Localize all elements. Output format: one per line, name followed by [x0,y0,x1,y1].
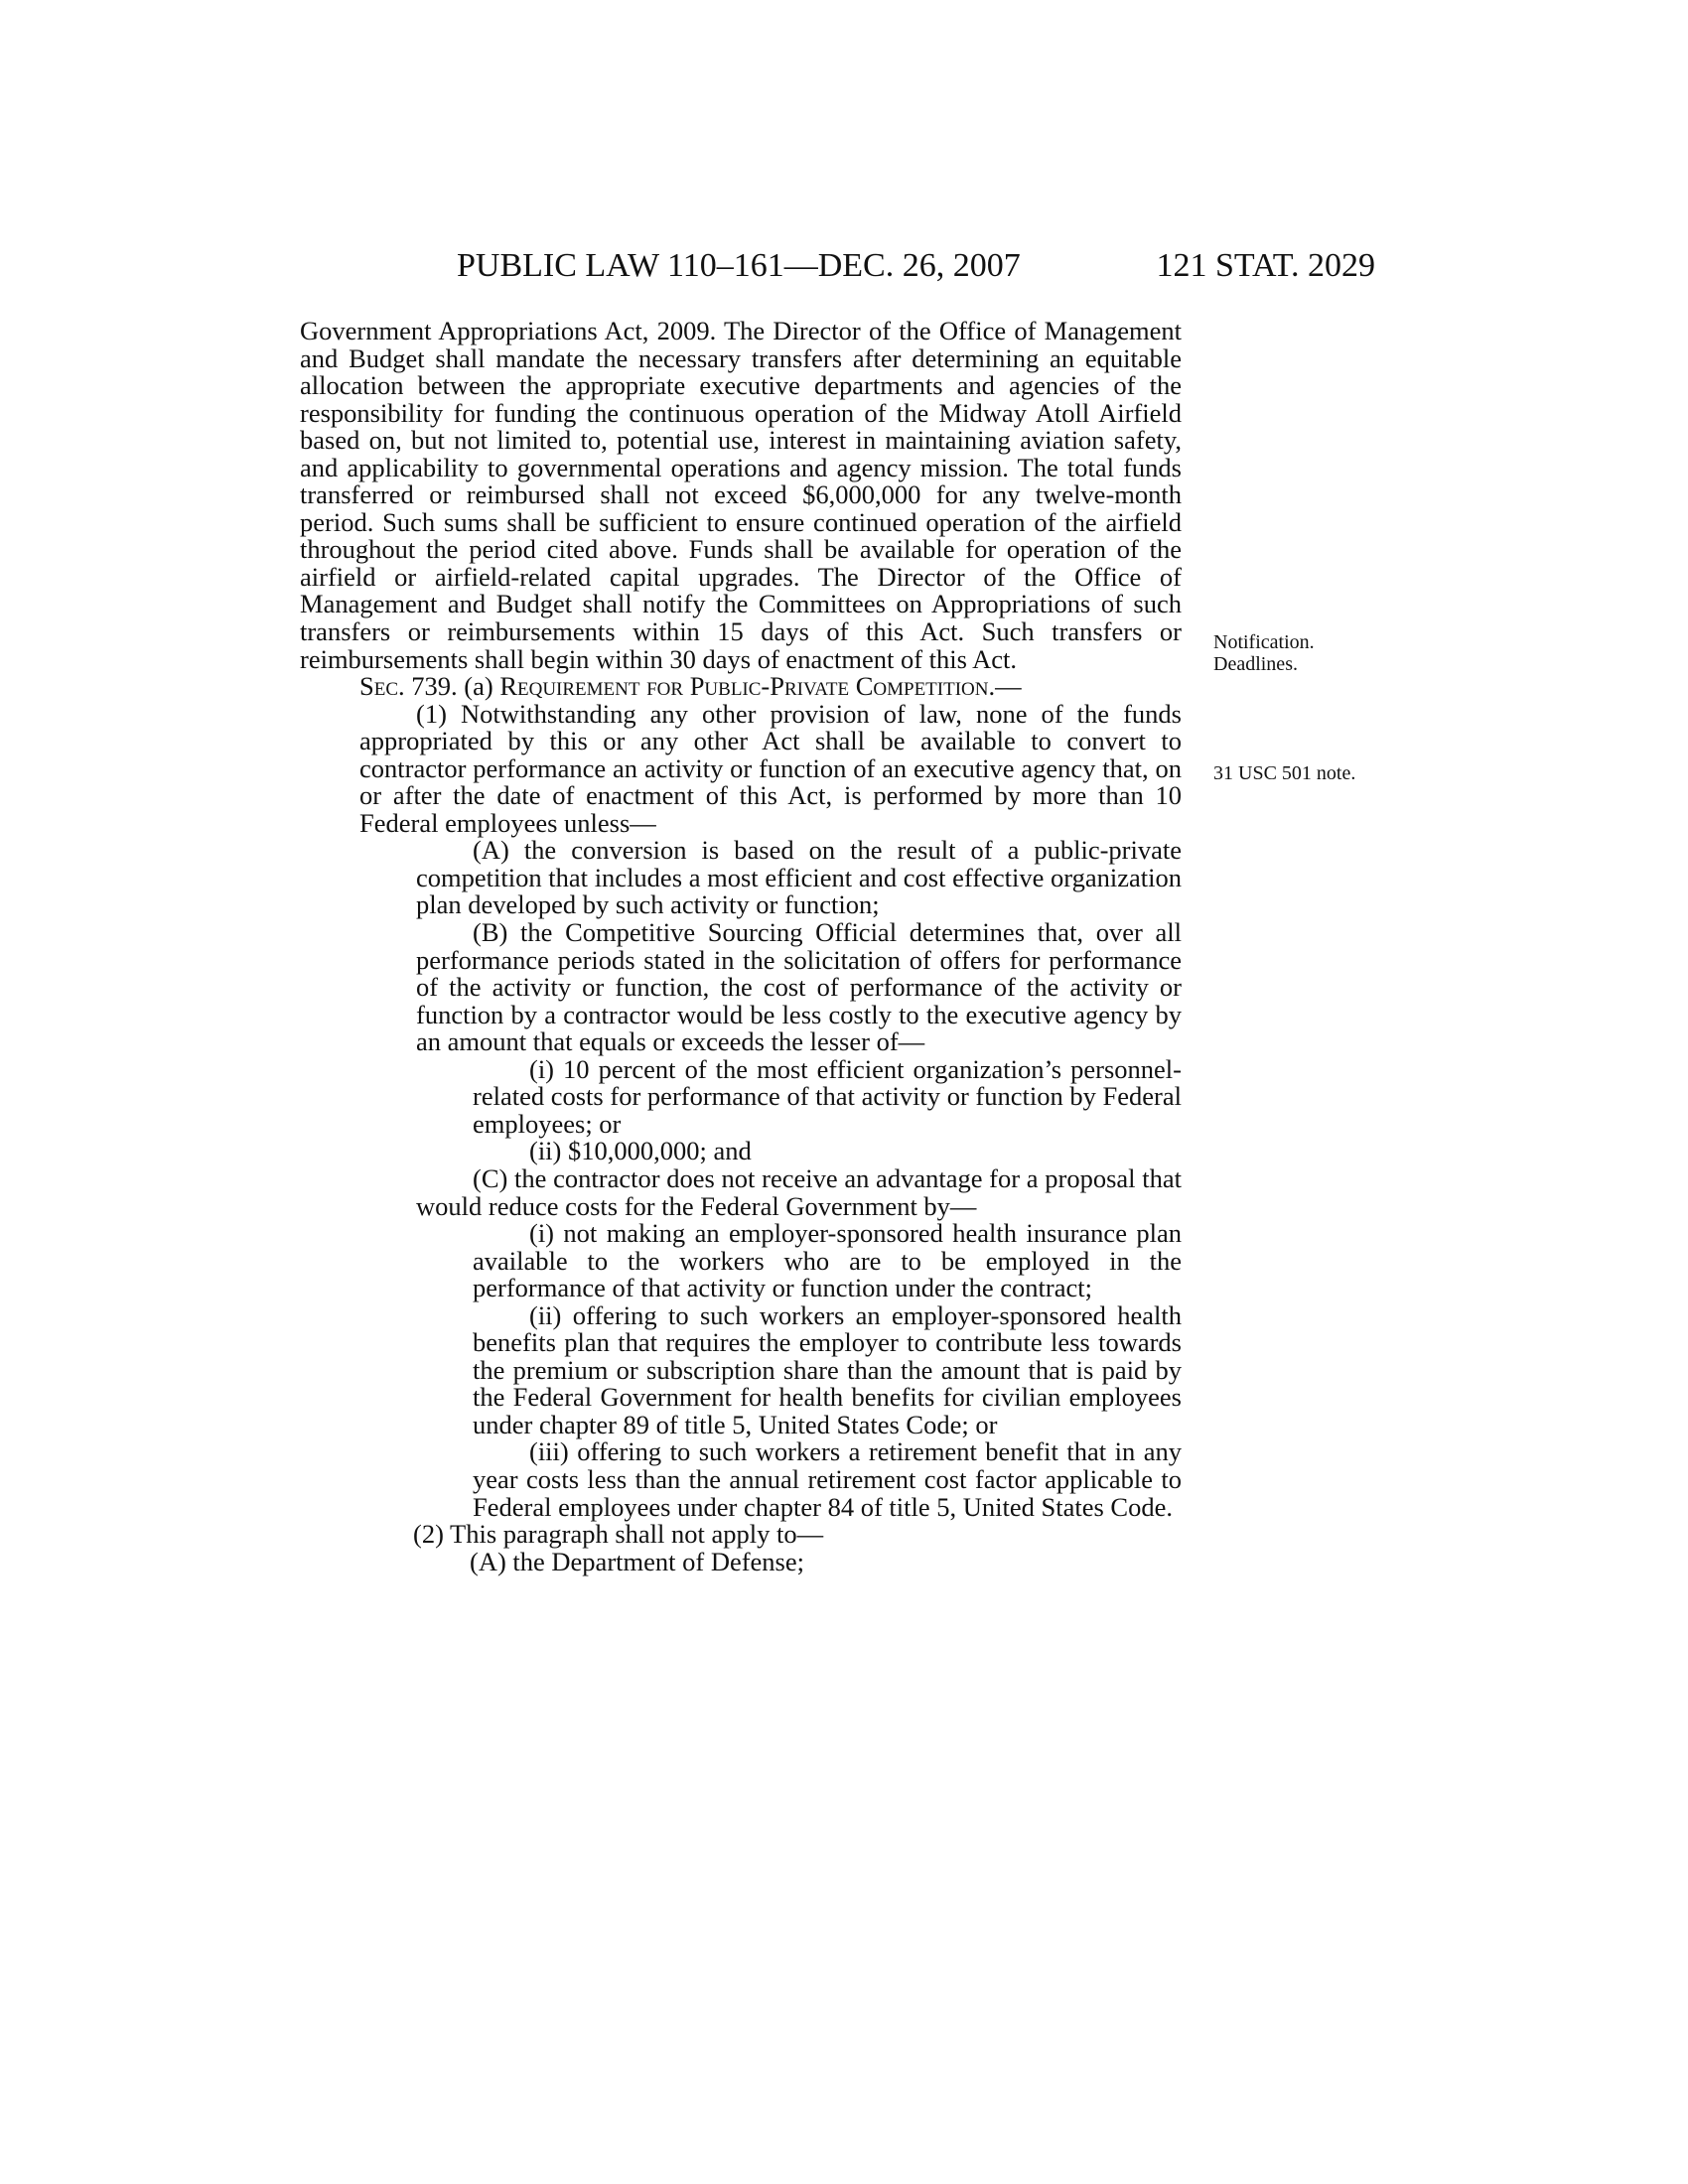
paragraph-1: (1) Notwithstanding any other provision of law, none of the funds appropriated by this or any other Act shall be available to convert to contractor performance an activity or function of an executive agency that, on or after the date of enactment of this Act, is performed by more than 10 Federal employees unless— [359,698,1182,838]
clause-b-i-block [300,1053,1182,1166]
page-number: 121 STAT. 2029 [1156,247,1375,284]
clause-b-i: (i) 10 percent of the most efficient organization’s personnel-related costs for performance of that activity or function by Federal employees; or [473,1053,1182,1139]
heading-dash: .— [988,671,1022,702]
paragraph-2: (2) This paragraph shall not apply to— [413,1519,824,1550]
statute-body [300,318,1182,1575]
margin-note-notification-text: Notification. [1213,631,1315,653]
clauses-c-block [300,1220,1182,1521]
section-number: 739. (a) [404,671,500,702]
subparagraph-b: (B) the Competitive Sourcing Official determines that, over all performance periods stated in the solicitation of offers for performance of the activity or function, the cost of performance of the activity or function by a contractor would be less costly to the executive agency by an amount that equals or exceeds the lesser of— [416,917,1182,1057]
page-header [0,246,1688,286]
margin-note-usc: 31 USC 501 note. [1213,762,1356,784]
clause-c-ii: (ii) offering to such workers an employer-sponsored health benefits plan that requires the employer to contribute less towards the premium or subscription share than the amount that is paid by the Federal Government for health benefits for civilian employees under chapter 89 of title 5, United States Code; or [473,1299,1182,1439]
subparagraph-b-block [300,919,1182,1056]
paragraph-2-a: (A) the Department of Defense; [470,1546,804,1576]
clause-b-ii: (ii) $10,000,000; and [529,1136,752,1166]
subparagraph-a: (A) the conversion is based on the result of a public-private competition that includes a most efficient and cost effective organization plan developed by such activity or function; [416,835,1182,920]
section-label: Sec. [359,671,405,702]
section-739-heading [300,673,1182,701]
paragraph-1-block [300,698,1182,838]
continued-paragraph: Government Appropriations Act, 2009. The Director of the Office of Management and Budget shall mandate the necessary transfers after determining an equitable allocation between the appropriate executive departments and agencies of the responsibility for funding the continuous operation of the Midway Atoll Airfield based on, but not limited to, potential use, interest in maintaining aviation safety, and applicability to governmental operations and agency mission. The total funds transferred or reimbursed shall not exceed $6,000,000 for any twelve-month period. Such sums shall be sufficient to ensure continued operation of the airfield throughout the period cited above. Funds shall be available for operation of the airfield or airfield-related capital upgrades. The Director of the Office of Management and Budget shall notify the Committees on Appropriations of such transfers or reimbursements within 15 days of this Act. Such transfers or reimbursements shall begin within 30 days of enactment of this Act. [300,316,1182,674]
subparagraph-a-block [300,837,1182,919]
margin-note-deadlines-text: Deadlines. [1213,653,1298,675]
subsection-heading: Requirement for Public-Private Competition [499,671,989,702]
running-head: PUBLIC LAW 110–161—DEC. 26, 2007 [457,247,1021,284]
subparagraph-c: (C) the contractor does not receive an advantage for a proposal that would reduce costs for the Federal Government by— [416,1162,1182,1221]
subparagraph-c-block [300,1162,1182,1221]
margin-note-notification [1213,631,1315,675]
clause-c-i: (i) not making an employer-sponsored health insurance plan available to the workers who are to be employed in the performance of that activity or function under the contract; [473,1218,1182,1303]
clause-c-iii: (iii) offering to such workers a retirement benefit that in any year costs less than the annual retirement cost factor applicable to Federal employees under chapter 84 of title 5, United States Code. [473,1436,1182,1522]
